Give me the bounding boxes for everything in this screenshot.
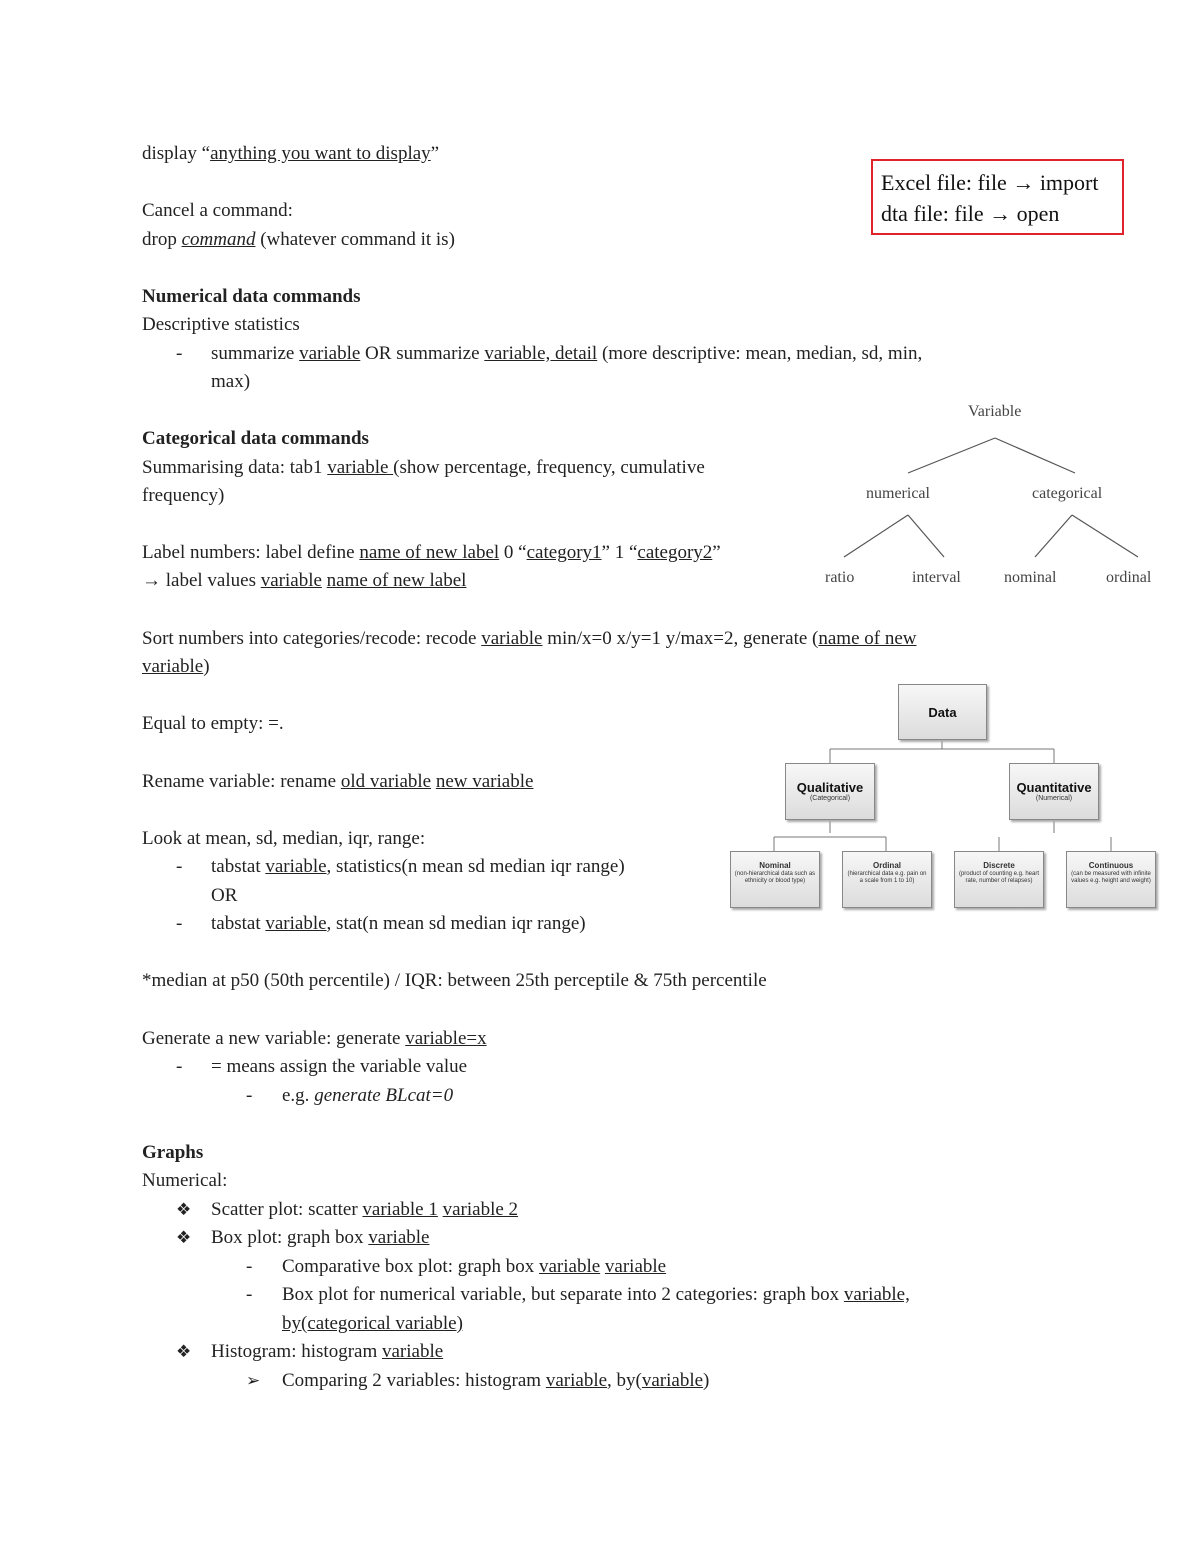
data-root-node: Data [898,684,987,740]
summarising-line-cont: frequency) [142,485,225,506]
numerical-heading: Numerical data commands [142,286,361,307]
file-open-callout [871,159,1124,235]
boxplot-line: Box plot: graph box variable [211,1227,430,1248]
summarize-line: summarize variable OR summarize variable, detail (more descriptive: mean, median, sd, min, [211,343,923,364]
tree-numerical-label: numerical [866,485,930,502]
quantitative-node: Quantitative (Numerical) [1009,763,1099,820]
means-line: = means assign the variable value [211,1056,468,1077]
continuous-node: Continuous (can be measured with infinite values e.g. height and weight) [1066,851,1156,908]
bullet-dash: - [246,1284,253,1305]
boxplot-numerical-line-cont: by(categorical variable) [282,1313,463,1334]
tabstat-line-2: tabstat variable, stat(n mean sd median iqr range) [211,913,586,934]
median-note: *median at p50 (50th percentile) / IQR: between 25th perceptile & 75th percentile [142,970,767,991]
ordinal-node: Ordinal (hierarchical data e.g. pain on a scale from 1 to 10) [842,851,932,908]
nominal-node: Nominal (non-hierarchical data such as ethnicity or blood type) [730,851,820,908]
or-line: OR [211,885,238,906]
data-types-diagram [728,683,1158,913]
arrow-bullet-icon: ➢ [246,1371,261,1390]
tree-branch [908,438,995,473]
summarising-line: Summarising data: tab1 variable (show percentage, frequency, cumulative [142,457,705,478]
descriptive-stats-line: Descriptive statistics [142,314,300,335]
cancel-line: Cancel a command: [142,200,293,221]
tree-root-label: Variable [968,403,1022,420]
bullet-dash: - [246,1085,253,1106]
boxplot-numerical-line: Box plot for numerical variable, but separate into 2 categories: graph box variable, [282,1284,910,1305]
recode-line: Sort numbers into categories/recode: recode variable min/x=0 x/y=1 y/max=2, generate (name of new [142,628,917,649]
compare-histogram-line: Comparing 2 variables: histogram variable, by(variable) [282,1370,710,1391]
drop-line: drop command (whatever command it is) [142,229,455,250]
tree-branch [995,438,1075,473]
bullet-dash: - [176,343,183,364]
bullet-dash: - [176,1056,183,1077]
tabstat-line-1: tabstat variable, statistics(n mean sd median iqr range) [211,856,625,877]
discrete-node: Discrete (product of counting e.g. heart rate, number of relapses) [954,851,1044,908]
comparative-boxplot-line: Comparative box plot: graph box variable variable [282,1256,667,1277]
variable-tree-diagram [820,395,1165,600]
summarize-line-cont: max) [211,371,251,392]
tree-nominal-label: nominal [1004,569,1057,586]
diamond-bullet-icon: ❖ [176,1342,192,1361]
categorical-heading: Categorical data commands [142,428,369,449]
label-values-line: → label values variable name of new label [142,570,467,591]
generate-line: Generate a new variable: generate variable=x [142,1028,487,1049]
tree-branch [844,515,908,557]
recode-line-cont: variable) [142,656,210,677]
callout-line-2: dta file: file → open [881,201,1060,226]
histogram-line: Histogram: histogram variable [211,1341,444,1362]
display-line: display “anything you want to display” [142,143,440,164]
tree-categorical-label: categorical [1032,485,1103,502]
bullet-dash: - [176,913,183,934]
equal-empty-line: Equal to empty: =. [142,713,284,734]
tree-branch [1035,515,1072,557]
diamond-bullet-icon: ❖ [176,1228,192,1247]
bullet-dash: - [246,1256,253,1277]
tree-branch [1072,515,1138,557]
rename-line: Rename variable: rename old variable new variable [142,771,534,792]
tree-interval-label: interval [912,569,961,586]
label-define-line: Label numbers: label define name of new label 0 “category1” 1 “category2” [142,542,721,563]
example-line: e.g. generate BLcat=0 [282,1085,454,1106]
graphs-heading: Graphs [142,1142,204,1163]
tree-ratio-label: ratio [825,569,855,586]
scatter-line: Scatter plot: scatter variable 1 variable 2 [211,1199,519,1220]
look-at-line: Look at mean, sd, median, iqr, range: [142,828,426,849]
tree-branch [908,515,944,557]
tree-ordinal-label: ordinal [1106,569,1152,586]
bullet-dash: - [176,856,183,877]
numerical-label: Numerical: [142,1170,228,1191]
diamond-bullet-icon: ❖ [176,1200,192,1219]
qualitative-node: Qualitative (Categorical) [785,763,875,820]
callout-line-1: Excel file: file → import [881,170,1099,195]
